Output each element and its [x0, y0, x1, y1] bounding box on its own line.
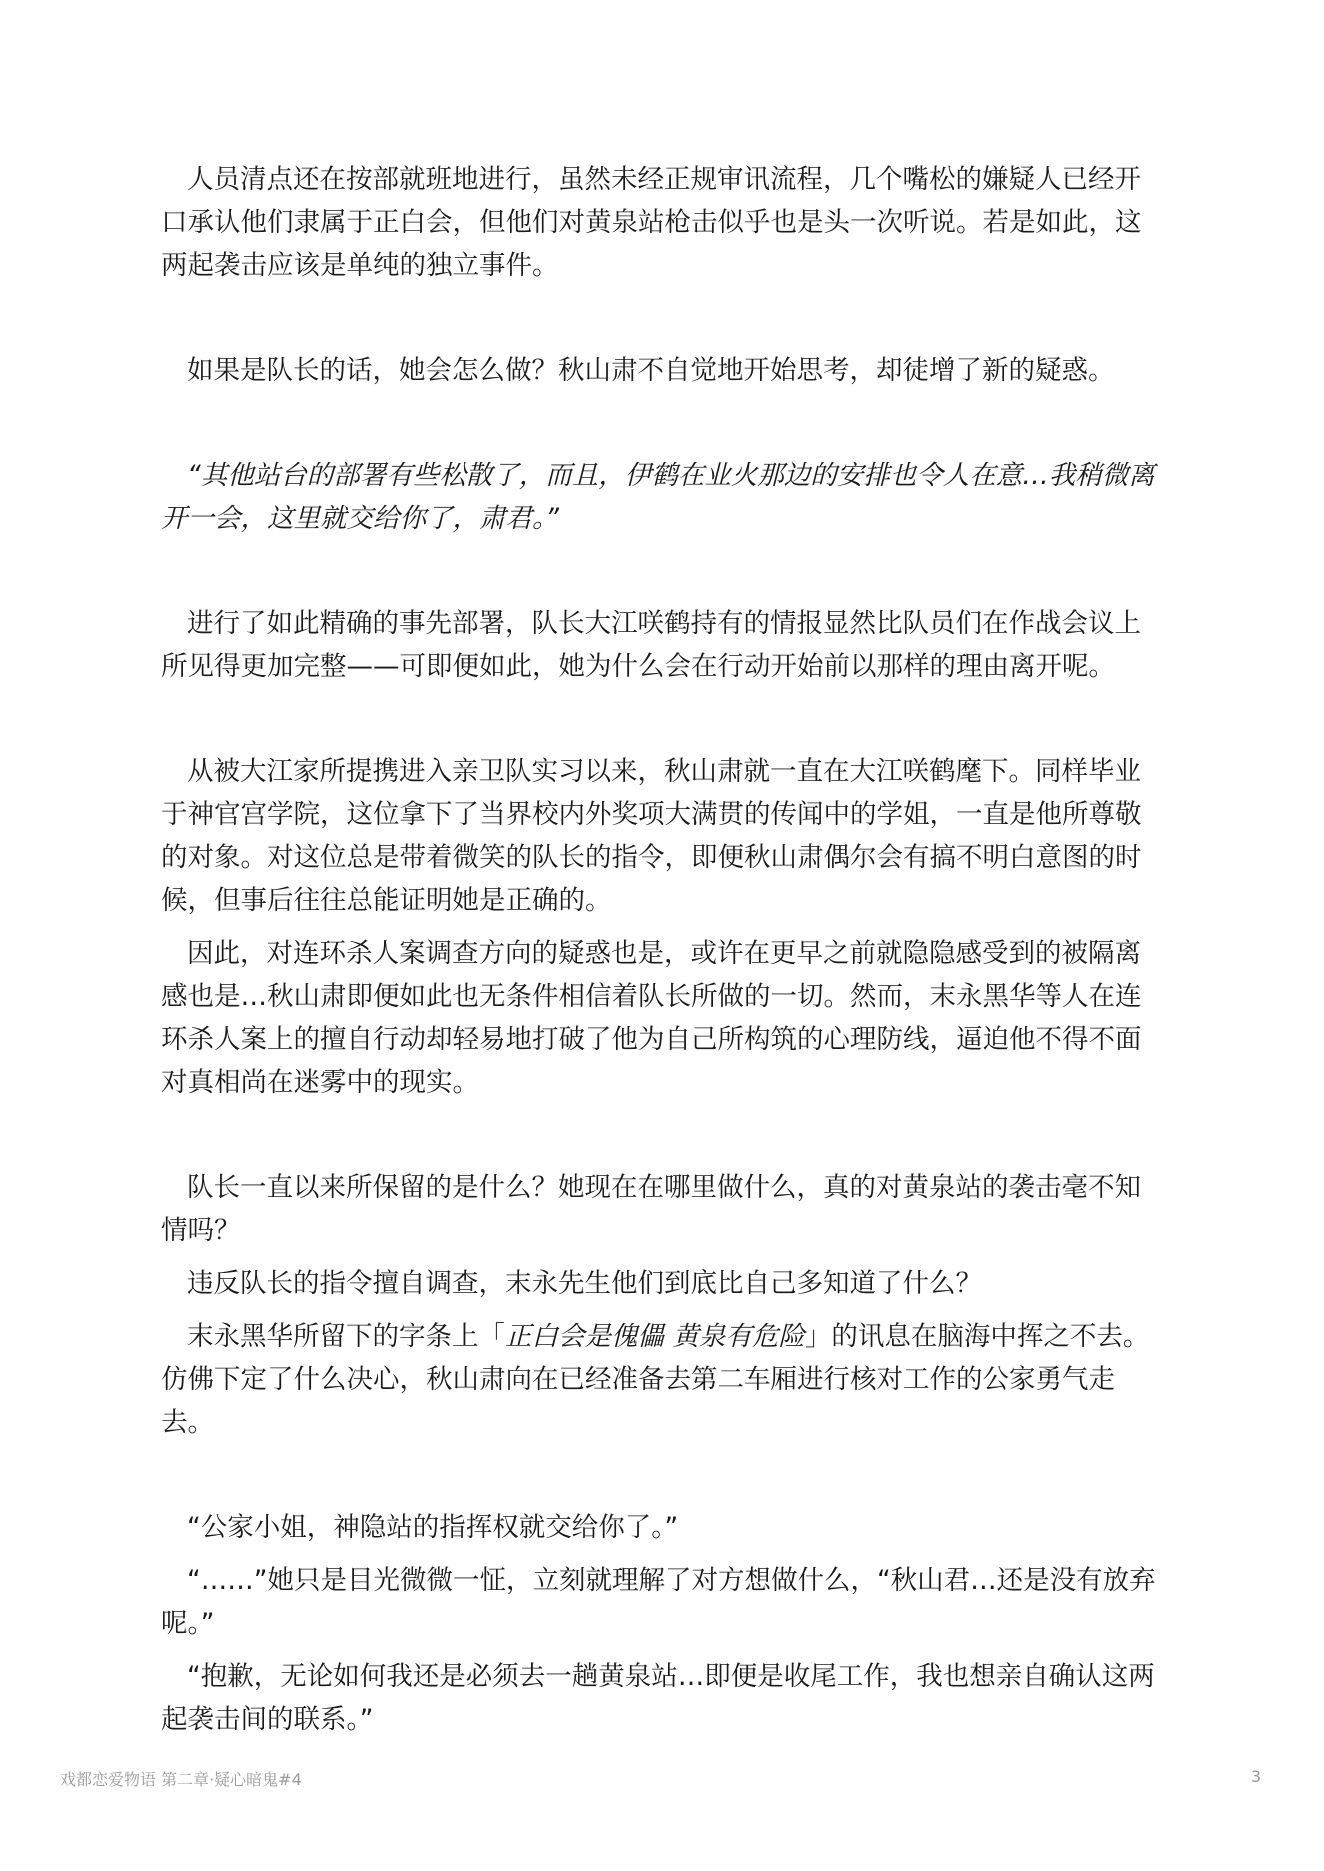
paragraph-gap [161, 1549, 1163, 1559]
paragraph-gap [161, 922, 1163, 932]
paragraph-gap [161, 540, 1163, 602]
note-quote: 正白会是傀儡 黄泉有危险 [505, 1321, 805, 1352]
paragraph-with-note [161, 1315, 1163, 1444]
story-body [161, 158, 1163, 1741]
paragraph-gap [161, 287, 1163, 349]
page-number: 3 [1250, 1767, 1261, 1786]
note-text-after: 」的讯息在脑海中挥之不去。仿佛下定了什么决心，秋山肃向在已经准备去第二车厢进行核对工作的公家勇气走去。 [161, 1321, 1150, 1438]
paragraph-gap [161, 1444, 1163, 1506]
paragraph-gap [161, 1645, 1163, 1655]
paragraph: 如果是队长的话，她会怎么做？秋山肃不自觉地开始思考，却徒增了新的疑惑。 [187, 355, 1115, 386]
paragraph: 从被大江家所提携进入亲卫队实习以来，秋山肃就一直在大江咲鹤麾下。同样毕业于神官宫学院，这位拿下了当界校内外奖项大满贯的传闻中的学姐，一直是他所尊敬的对象。对这位总是带着微笑的队长的指令，即便秋山肃偶尔会有搞不明白意图的时候，但事后往往总能证明她是正确的。 [161, 756, 1142, 916]
paragraph: 因此，对连环杀人案调查方向的疑惑也是，或许在更早之前就隐隐感受到的被隔离感也是…秋山肃即便如此也无条件相信着队长所做的一切。然而，末永黑华等人在连环杀人案上的擅自行动却轻易地打破了他为自己所构筑的心理防线，逼迫他不得不面对真相尚在迷雾中的现实。 [161, 938, 1142, 1098]
paragraph: 队长一直以来所保留的是什么？她现在在哪里做什么，真的对黄泉站的袭击毫不知情吗？ [161, 1172, 1141, 1246]
paragraph-gap [161, 1305, 1163, 1315]
dialogue-line: “抱歉，无论如何我还是必须去一趟黄泉站…即便是收尾工作，我也想亲自确认这两起袭击间的联系。” [161, 1661, 1155, 1735]
italic-dialogue-paragraph: “其他站台的部署有些松散了，而且，伊鹤在业火那边的安排也令人在意…我稍微离开一会，这里就交给你了，肃君。” [161, 460, 1155, 534]
paragraph-gap [161, 392, 1163, 454]
footer-title: 戏都恋爱物语 第二章·疑心暗鬼#4 [60, 1770, 302, 1789]
dialogue-line: “公家小姐，神隐站的指挥权就交给你了。” [187, 1512, 679, 1543]
note-text-before: 末永黑华所留下的字条上「 [187, 1321, 505, 1352]
paragraph: 进行了如此精确的事先部署，队长大江咲鹤持有的情报显然比队员们在作战会议上所见得更加完整——可即便如此，她为什么会在行动开始前以那样的理由离开呢。 [161, 608, 1141, 682]
paragraph-gap [161, 1104, 1163, 1166]
paragraph-gap [161, 1252, 1163, 1262]
dialogue-line: “……”她只是目光微微一怔，立刻就理解了对方想做什么，“秋山君…还是没有放弃呢。” [161, 1565, 1156, 1639]
paragraph: 违反队长的指令擅自调查，末永先生他们到底比自己多知道了什么？ [187, 1268, 982, 1299]
paragraph-gap [161, 688, 1163, 750]
paragraph: 人员清点还在按部就班地进行，虽然未经正规审讯流程，几个嘴松的嫌疑人已经开口承认他们隶属于正白会，但他们对黄泉站枪击似乎也是头一次听说。若是如此，这两起袭击应该是单纯的独立事件。 [161, 164, 1142, 281]
